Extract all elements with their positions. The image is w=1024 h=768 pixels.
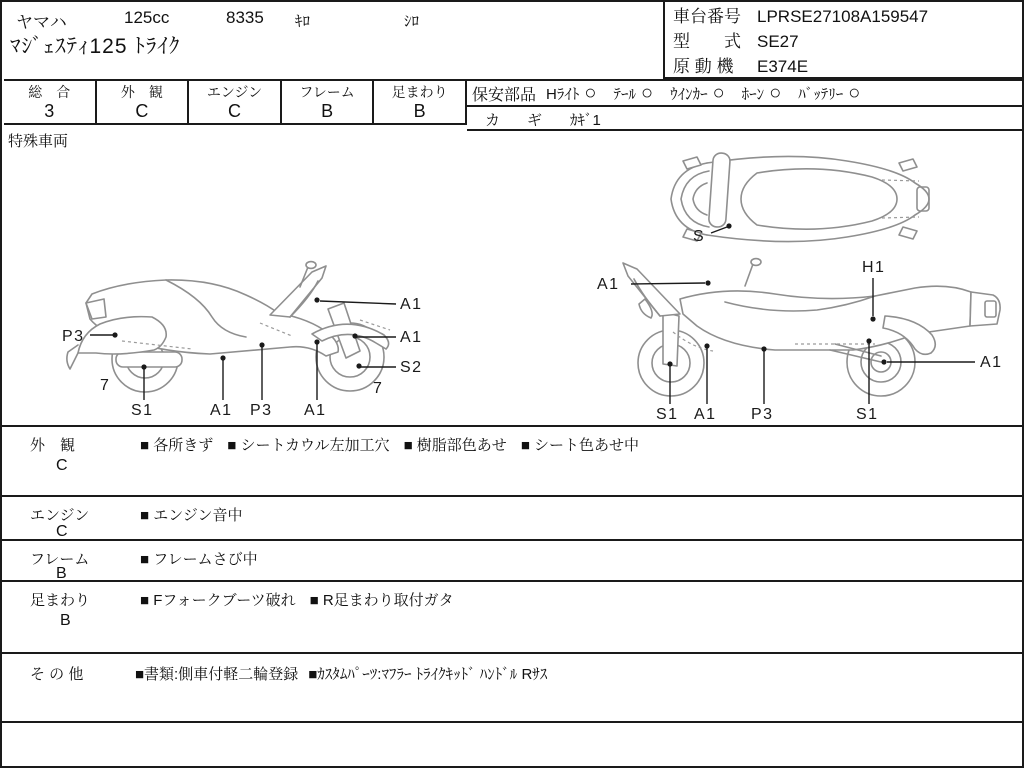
rating-value: B <box>413 101 426 121</box>
rating-label: エンジン <box>206 84 263 100</box>
section-grade: B <box>56 565 67 582</box>
mark-label: S1 <box>131 402 154 419</box>
mark-label: A1 <box>597 276 620 293</box>
safety-item-label: ﾊﾞｯﾃﾘｰ <box>798 85 844 103</box>
body-color: ｼﾛ <box>404 13 420 30</box>
condition-item: ■ R足まわり取付ガタ <box>309 592 454 609</box>
safety-parts-row <box>467 81 1024 107</box>
section-label: フレーム <box>30 551 90 568</box>
mark-label: P3 <box>250 402 273 419</box>
mark-label: A1 <box>304 402 327 419</box>
vehicle-id-box <box>663 2 1024 79</box>
condition-item: ■ 樹脂部色あせ <box>403 437 507 454</box>
mark-label: S1 <box>656 406 679 422</box>
mark-label: A1 <box>694 406 717 422</box>
ratings-row <box>4 79 467 125</box>
section-grade: C <box>56 523 68 540</box>
special-vehicle-label: 特殊車両 <box>8 133 69 150</box>
mark-label: P3 <box>62 328 85 345</box>
section-items <box>140 548 258 569</box>
rating-value: 3 <box>44 101 55 121</box>
safety-item-label: ﾃｰﾙ <box>613 85 636 103</box>
mark-label: A1 <box>210 402 233 419</box>
model-code-row <box>673 31 1018 53</box>
safety-item-horn <box>742 83 782 104</box>
mirror-left <box>683 157 701 169</box>
section-engine <box>2 495 1024 539</box>
rating-engine <box>189 81 282 123</box>
safety-title: 保安部品 <box>472 86 537 104</box>
front-fork <box>663 312 679 366</box>
safety-item-winker <box>670 83 725 104</box>
section-items <box>140 504 242 525</box>
chassis-label: 車台番号 <box>673 7 741 26</box>
section-items <box>140 589 454 610</box>
key-row <box>467 107 1024 131</box>
section-label: 外 観 <box>30 437 76 454</box>
ok-circle-icon: ○ <box>584 82 597 104</box>
ok-circle-icon: ○ <box>769 82 782 104</box>
safety-item-battery <box>798 83 860 104</box>
section-exterior <box>2 425 1024 495</box>
maker: ヤマハ <box>16 13 67 32</box>
mark-label: 7 <box>100 377 111 394</box>
mark-label-s: S <box>693 228 706 245</box>
mark-label: S2 <box>400 359 423 376</box>
rating-label: 足まわり <box>391 84 448 100</box>
safety-item-label: Hﾗｲﾄ <box>546 85 580 103</box>
section-empty <box>2 721 1024 766</box>
condition-item: ■ シート色あせ中 <box>520 437 640 454</box>
key-value: ｶｷﾞ1 <box>570 111 601 129</box>
safety-item-headlight <box>546 83 596 104</box>
mark-label: S1 <box>856 406 879 422</box>
handlebar <box>708 153 730 228</box>
condition-item: ■ Fフォークブーツ破れ <box>140 592 296 609</box>
section-items <box>135 663 547 684</box>
section-undercarriage <box>2 580 1024 652</box>
mileage-unit: ｷﾛ <box>295 13 311 30</box>
rating-undercarriage <box>374 81 467 123</box>
chassis-row <box>673 6 1018 28</box>
condition-item: ■ 各所きず <box>140 437 214 454</box>
mark-label: 7 <box>373 380 384 397</box>
engine-label: 原 動 機 <box>673 57 734 76</box>
model-name: ﾏｼﾞｪｽﾃｨ125 ﾄﾗｲｸ <box>10 35 181 58</box>
rating-frame <box>282 81 375 123</box>
condition-item: ■ｶｽﾀﾑﾊﾟｰﾂ:ﾏﾌﾗｰ ﾄﾗｲｸｷｯﾄﾞ ﾊﾝﾄﾞﾙ Rｻｽ <box>308 666 548 683</box>
safety-parts-box <box>467 79 1024 131</box>
mirror <box>306 262 316 269</box>
tail-light <box>985 301 996 317</box>
mark-label: A1 <box>400 329 423 346</box>
safety-item-tail <box>613 83 653 104</box>
model-code-label: 型 式 <box>673 32 741 51</box>
mark-label: A1 <box>980 354 1003 371</box>
safety-item-label: ﾎｰﾝ <box>741 85 765 103</box>
mirror <box>751 259 761 266</box>
ok-circle-icon: ○ <box>640 82 654 104</box>
model-code-value: SE27 <box>757 32 799 51</box>
section-frame <box>2 539 1024 580</box>
key-label: カ ギ <box>485 111 549 129</box>
engine-value: E374E <box>757 57 809 76</box>
scooter-top-view-sketch <box>647 149 937 249</box>
rating-value: C <box>227 101 241 121</box>
condition-item: ■ エンジン音中 <box>140 507 243 524</box>
rating-label: フレーム <box>299 84 355 100</box>
section-items <box>140 434 639 455</box>
mark-label: A1 <box>400 296 423 313</box>
section-label: 足まわり <box>30 592 91 609</box>
condition-item: ■書類:側車付軽二輪登録 <box>135 666 299 683</box>
section-label: エンジン <box>30 507 90 524</box>
section-grade: C <box>56 457 68 474</box>
ok-circle-icon: ○ <box>848 82 861 104</box>
safety-item-label: ｳｲﾝｶｰ <box>670 85 708 103</box>
rating-exterior <box>97 81 190 123</box>
displacement: 125cc <box>124 8 170 27</box>
mark-label: P3 <box>751 406 774 422</box>
engine-row <box>673 56 1018 78</box>
rating-label: 総 合 <box>28 84 71 100</box>
mark-label: H1 <box>862 259 886 276</box>
rating-overall <box>4 81 97 123</box>
condition-item: ■ シートカウル左加工穴 <box>227 437 390 454</box>
chassis-value: LPRSE27108A159547 <box>757 7 929 26</box>
condition-item: ■ フレームさび中 <box>140 551 258 568</box>
rating-label: 外 観 <box>120 84 163 100</box>
rating-value: C <box>135 101 149 121</box>
section-grade: B <box>60 612 71 629</box>
section-label: そ の 他 <box>30 666 84 683</box>
ok-circle-icon: ○ <box>712 82 725 104</box>
section-other <box>2 652 1024 721</box>
scooter-right-view-sketch <box>585 254 1024 422</box>
rating-value: B <box>321 101 334 121</box>
mileage: 8335 <box>226 8 264 27</box>
scooter-left-view-sketch <box>60 257 464 419</box>
